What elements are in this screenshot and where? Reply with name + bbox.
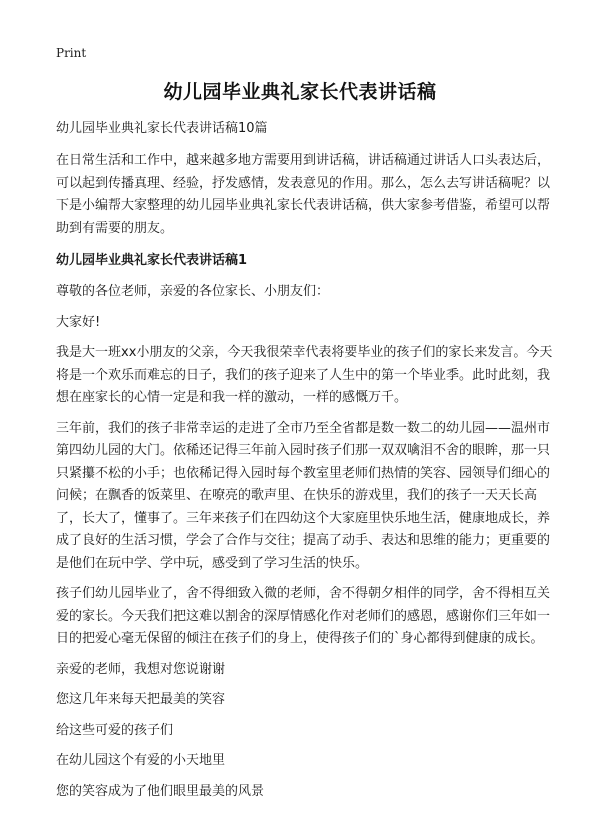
page-title: 幼儿园毕业典礼家长代表讲话稿 (163, 81, 437, 103)
body-paragraph-3: 孩子们幼儿园毕业了，舍不得细致入微的老师，舍不得朝夕相伴的同学，舍不得相互关爱的家长。今天我们把这难以割舍的深厚情感化作对老师们的感恩，感谢你们三年如一日的把爱心毫无保留的倾注在孩子们的身上，使得孩子们的`身心都得到健康的成长。 (56, 586, 551, 646)
poem-line-2: 您这几年来每天把最美的笑容 (56, 692, 226, 707)
intro-paragraph: 在日常生活和工作中，越来越多地方需要用到讲话稿，讲话稿通过讲话人口头表达后，可以起到传播真理、经验，抒发感情，发表意见的作用。那么，怎么去写讲话稿呢？以下是小编帮大家整理的幼儿园毕业典礼家长代表讲话稿，供大家参考借鉴，希望可以帮助到有需要的朋友。 (56, 153, 551, 236)
article-subtitle: 幼儿园毕业典礼家长代表讲话稿10篇 (56, 121, 268, 136)
poem-line-1: 亲爱的老师，我想对您说谢谢 (56, 661, 226, 677)
print-link[interactable]: Print (56, 46, 87, 60)
body-paragraph-2: 三年前，我们的孩子非常幸运的走进了全市乃至全省都是数一数二的幼儿园——温州市第四幼儿园的大门。依稀还记得三年前入园时孩子们那一双双噙泪不舍的眼眸，那一只只紧攥不松的小手；也依稀记得入园时每个教室里老师们热情的笑容、园领导们细心的问候；在飘香的饭菜里、在嘹亮的歌声里、在快乐的游戏里，我们的孩子一天天长高了，长大了，懂事了。三年来孩子们在四幼这个大家庭里快乐地生活，健康地成长，养成了良好的生活习惯，学会了合作与交往；提高了动手、表达和思维的能力；更重要的是他们在玩中学、学中玩，感受到了学习生活的快乐。 (56, 420, 551, 571)
article-body (56, 118, 556, 811)
hello-paragraph: 大家好! (56, 314, 101, 330)
poem-line-3: 给这些可爱的孩子们 (56, 722, 174, 738)
body-paragraph-1: 我是大一班xx小朋友的父亲，今天我很荣幸代表将要毕业的孩子们的家长来发言。今天将是一个欢乐而难忘的日子，我们的孩子迎来了人生中的第一个毕业季。此时此刻，我想在座家长的心情一定是和我一样的激动，一样的感慨万千。 (56, 345, 553, 405)
poem-line-4: 在幼儿园这个有爱的小天地里 (56, 753, 226, 768)
poem-line-5: 您的笑容成为了他们眼里最美的风景 (56, 783, 265, 799)
section-heading: 幼儿园毕业典礼家长代表讲话稿1 (56, 253, 248, 268)
greeting-paragraph: 尊敬的各位老师，亲爱的各位家长、小朋友们： (56, 284, 330, 299)
